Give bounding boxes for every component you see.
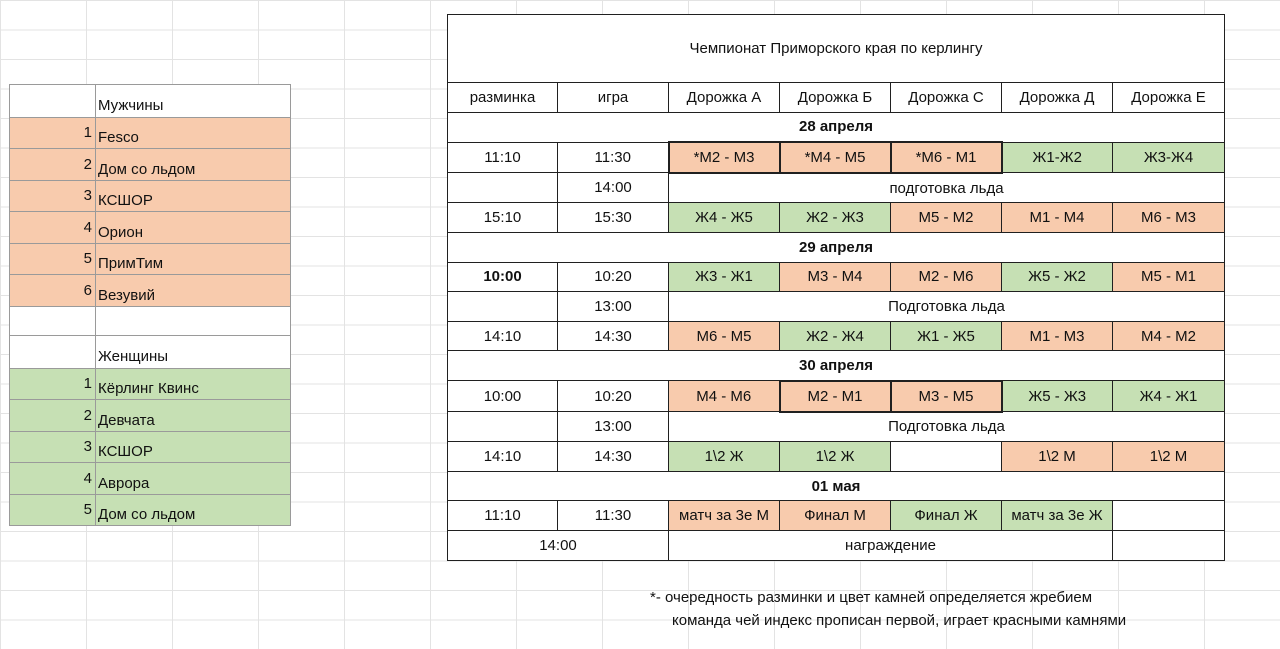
team-number[interactable]: 4 [10,212,96,244]
team-name[interactable]: Дом со льдом [96,494,291,526]
schedule-title[interactable]: Чемпионат Приморского края по керлингу [448,15,1225,83]
match-cell[interactable]: Ж2 - Ж4 [780,321,891,351]
match-cell[interactable]: *М2 - М3 [669,142,780,173]
date-row [448,471,1225,501]
date-row [448,112,1225,142]
warmup-time[interactable]: 14:10 [448,442,558,472]
game-time[interactable]: 11:30 [558,142,669,173]
team-name[interactable]: Кёрлинг Квинс [96,368,291,400]
cell[interactable] [10,336,96,369]
header-sheet-b[interactable]: Дорожка Б [780,83,891,113]
team-number[interactable]: 3 [10,431,96,463]
blank-row [10,306,291,336]
semifinal-cell[interactable]: 1\2 Ж [780,442,891,472]
game-time[interactable]: 14:30 [558,442,669,472]
header-sheet-c[interactable]: Дорожка С [891,83,1002,113]
game-time[interactable]: 15:30 [558,203,669,233]
team-number[interactable]: 2 [10,149,96,181]
cell[interactable] [448,292,558,322]
date-row [448,232,1225,262]
warmup-time[interactable]: 14:10 [448,321,558,351]
warmup-time[interactable]: 15:10 [448,203,558,233]
team-name[interactable]: КСШОР [96,180,291,212]
team-row [10,243,291,275]
team-row [10,275,291,307]
team-name[interactable]: КСШОР [96,431,291,463]
match-cell[interactable]: *М4 - М5 [780,142,891,173]
warmup-time[interactable]: 11:10 [448,501,558,531]
team-name[interactable]: Fesco [96,117,291,149]
match-cell[interactable]: М4 - М6 [669,381,780,412]
team-row [10,212,291,244]
cell[interactable] [448,173,558,203]
men-header[interactable]: Мужчины [96,85,291,118]
team-number[interactable]: 3 [10,180,96,212]
team-row [10,431,291,463]
match-cell[interactable]: Ж1-Ж2 [1002,142,1113,173]
match-row [448,381,1225,412]
team-number[interactable]: 5 [10,243,96,275]
team-name[interactable]: Орион [96,212,291,244]
match-cell[interactable]: М6 - М5 [669,321,780,351]
game-time[interactable]: 14:00 [558,173,669,203]
team-row [10,180,291,212]
header-sheet-a[interactable]: Дорожка А [669,83,780,113]
team-row [10,149,291,181]
ice-prep-note[interactable]: подготовка льда [669,173,1225,203]
awards-time[interactable]: 14:00 [448,530,669,560]
match-cell[interactable]: М5 - М2 [891,203,1002,233]
header-game[interactable]: игра [558,83,669,113]
final-cell[interactable]: матч за 3е Ж [1002,501,1113,531]
match-cell[interactable]: Ж5 - Ж3 [1002,381,1113,412]
ice-prep-row [448,173,1225,203]
match-row [448,321,1225,351]
date-row [448,351,1225,381]
team-name[interactable]: Везувий [96,275,291,307]
header-warmup[interactable]: разминка [448,83,558,113]
cell[interactable] [10,85,96,118]
team-name[interactable]: Аврора [96,463,291,495]
footnote-line-1: *- очередность разминки и цвет камней определяется жребием [650,589,1093,606]
game-time[interactable]: 13:00 [558,412,669,442]
team-number[interactable]: 5 [10,494,96,526]
match-row [448,142,1225,173]
ice-prep-note[interactable]: Подготовка льда [669,412,1225,442]
empty-cell[interactable] [1113,501,1225,531]
date-cell[interactable]: 30 апреля [448,351,1225,381]
match-cell[interactable]: *М6 - М1 [891,142,1002,173]
game-time[interactable]: 14:30 [558,321,669,351]
team-name[interactable]: Дом со льдом [96,149,291,181]
team-row [10,463,291,495]
match-cell[interactable]: М3 - М4 [780,262,891,292]
match-cell[interactable]: Ж1 - Ж5 [891,321,1002,351]
game-time[interactable]: 10:20 [558,262,669,292]
match-cell[interactable]: М1 - М3 [1002,321,1113,351]
footnote [650,586,1126,632]
match-cell[interactable]: М4 - М2 [1113,321,1225,351]
ice-prep-row [448,292,1225,322]
footnote-line-2: команда чей индекс прописан первой, играет красными камнями [672,612,1127,629]
women-header-row [10,336,291,369]
match-cell[interactable]: М5 - М1 [1113,262,1225,292]
semifinal-cell[interactable]: 1\2 Ж [669,442,780,472]
team-row [10,494,291,526]
match-cell[interactable]: М3 - М5 [891,381,1002,412]
empty-cell[interactable] [891,442,1002,472]
awards-row [448,530,1225,560]
match-row [448,501,1225,531]
match-cell[interactable]: Ж4 - Ж5 [669,203,780,233]
match-cell[interactable]: Ж2 - Ж3 [780,203,891,233]
game-time[interactable]: 13:00 [558,292,669,322]
cell[interactable] [448,412,558,442]
match-cell[interactable]: Ж3 - Ж1 [669,262,780,292]
awards-note[interactable]: награждение [669,530,1113,560]
match-row [448,203,1225,233]
team-row [10,400,291,432]
team-row [10,368,291,400]
match-cell[interactable]: М2 - М1 [780,381,891,412]
ice-prep-note[interactable]: Подготовка льда [669,292,1225,322]
final-cell[interactable]: Финал Ж [891,501,1002,531]
game-time[interactable]: 10:20 [558,381,669,412]
match-cell[interactable]: Ж5 - Ж2 [1002,262,1113,292]
team-number[interactable]: 6 [10,275,96,307]
semifinal-cell[interactable]: 1\2 М [1002,442,1113,472]
match-cell[interactable]: Ж4 - Ж1 [1113,381,1225,412]
team-name[interactable]: ПримТим [96,243,291,275]
women-header[interactable]: Женщины [96,336,291,369]
team-row [10,117,291,149]
header-sheet-e[interactable]: Дорожка Е [1113,83,1225,113]
match-cell[interactable]: М6 - М3 [1113,203,1225,233]
title-row [448,15,1225,83]
warmup-time[interactable]: 11:10 [448,142,558,173]
cell[interactable] [10,306,96,336]
cell[interactable] [96,306,291,336]
team-number[interactable]: 1 [10,368,96,400]
team-number[interactable]: 1 [10,117,96,149]
men-header-row [10,85,291,118]
team-number[interactable]: 4 [10,463,96,495]
semifinal-cell[interactable]: 1\2 М [1113,442,1225,472]
team-name[interactable]: Девчата [96,400,291,432]
match-cell[interactable]: М1 - М4 [1002,203,1113,233]
empty-cell[interactable] [1113,530,1225,560]
warmup-time[interactable]: 10:00 [448,381,558,412]
ice-prep-row [448,412,1225,442]
teams-table [9,84,291,526]
warmup-time[interactable]: 10:00 [448,262,558,292]
match-cell[interactable]: М2 - М6 [891,262,1002,292]
match-row [448,442,1225,472]
date-cell[interactable]: 28 апреля [448,112,1225,142]
header-row [448,83,1225,113]
date-cell[interactable]: 29 апреля [448,232,1225,262]
final-cell[interactable]: матч за 3е М [669,501,780,531]
header-sheet-d[interactable]: Дорожка Д [1002,83,1113,113]
schedule-table [447,14,1225,561]
match-row [448,262,1225,292]
match-cell[interactable]: Ж3-Ж4 [1113,142,1225,173]
team-number[interactable]: 2 [10,400,96,432]
game-time[interactable]: 11:30 [558,501,669,531]
final-cell[interactable]: Финал М [780,501,891,531]
date-cell[interactable]: 01 мая [448,471,1225,501]
